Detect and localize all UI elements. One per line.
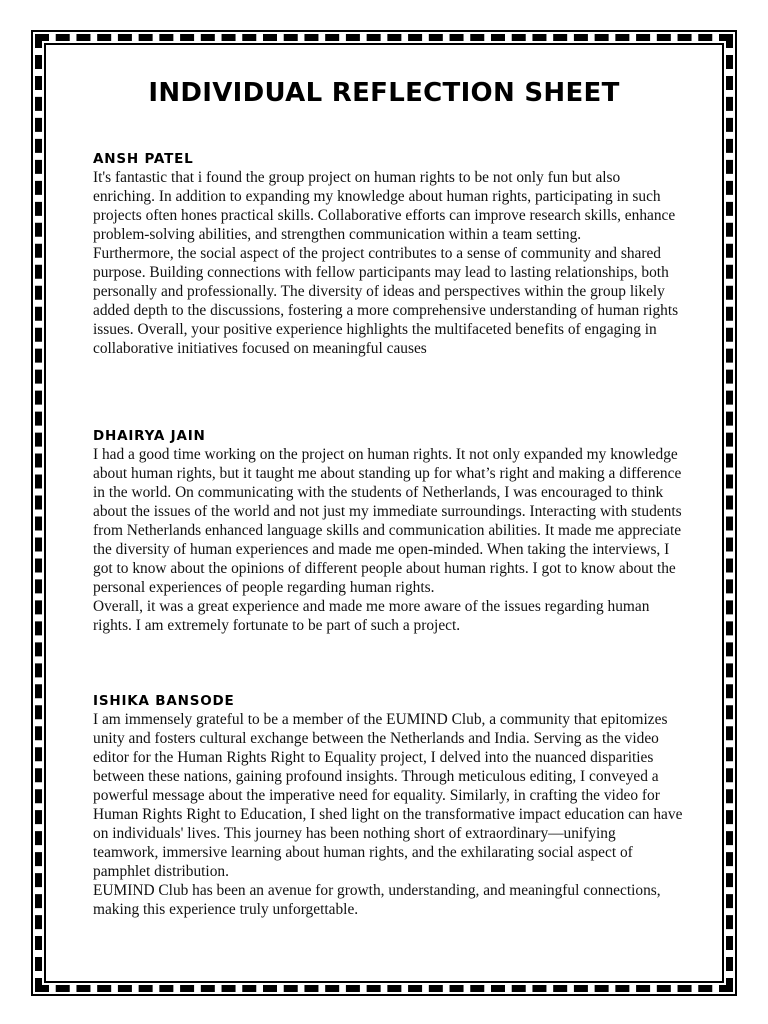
reflection-paragraph: EUMIND Club has been an avenue for growth, understanding, and meaningful connections, making this experience truly unforgettable. bbox=[93, 882, 661, 918]
reflection-section bbox=[93, 427, 683, 635]
author-name: DHAIRYA JAIN bbox=[93, 428, 206, 444]
reflection-section bbox=[93, 150, 683, 358]
page-title: INDIVIDUAL REFLECTION SHEET bbox=[148, 78, 620, 108]
reflection-paragraph: Furthermore, the social aspect of the project contributes to a sense of community and shared purpose. Building connections with fellow participants may lead to lasting relationships, both personally and professionally. The diversity of ideas and perspectives within the group likely added depth to the discussions, fostering a more comprehensive understanding of human rights issues. Overall, your positive experience highlights the multifaceted benefits of engaging in collaborative initiatives focused on meaningful causes bbox=[93, 245, 679, 357]
author-name: ISHIKA BANSODE bbox=[93, 693, 235, 709]
author-name: ANSH PATEL bbox=[93, 151, 194, 167]
reflection-paragraph: I had a good time working on the project on human rights. It not only expanded my knowledge about human rights, but it taught me about standing up for what’s right and making a difference in the world. On communicating with the students of Netherlands, I was encouraged to think about the issues of the world and not just my immediate surroundings. Interacting with students from Netherlands enhanced language skills and communication abilities. It made me appreciate the diversity of human experiences and made me open-minded. When taking the interviews, I got to know about the opinions of different people about human rights. I got to know about the personal experiences of people regarding human rights. bbox=[93, 446, 682, 596]
reflection-paragraph: I am immensely grateful to be a member of the EUMIND Club, a community that epitomizes unity and fosters cultural exchange between the Netherlands and India. Serving as the video editor for the Human Rights Right to Equality project, I delved into the nuanced disparities between these nations, gaining profound insights. Through meticulous editing, I conveyed a powerful message about the imperative need for equality. Similarly, in crafting the video for Human Rights Right to Education, I shed light on the transformative impact education can have on individuals' lives. This journey has been nothing short of extraordinary—unifying teamwork, immersive learning about human rights, and the exhilarating social aspect of pamphlet distribution. bbox=[93, 711, 683, 880]
reflection-paragraph: It's fantastic that i found the group project on human rights to be not only fun but also enriching. In addition to expanding my knowledge about human rights, participating in such projects often hones practical skills. Collaborative efforts can improve research skills, enhance problem-solving abilities, and strengthen communication within a team setting. bbox=[93, 169, 676, 243]
reflection-section bbox=[93, 692, 683, 919]
reflection-paragraph: Overall, it was a great experience and made me more aware of the issues regarding human rights. I am extremely fortunate to be part of such a project. bbox=[93, 598, 650, 634]
